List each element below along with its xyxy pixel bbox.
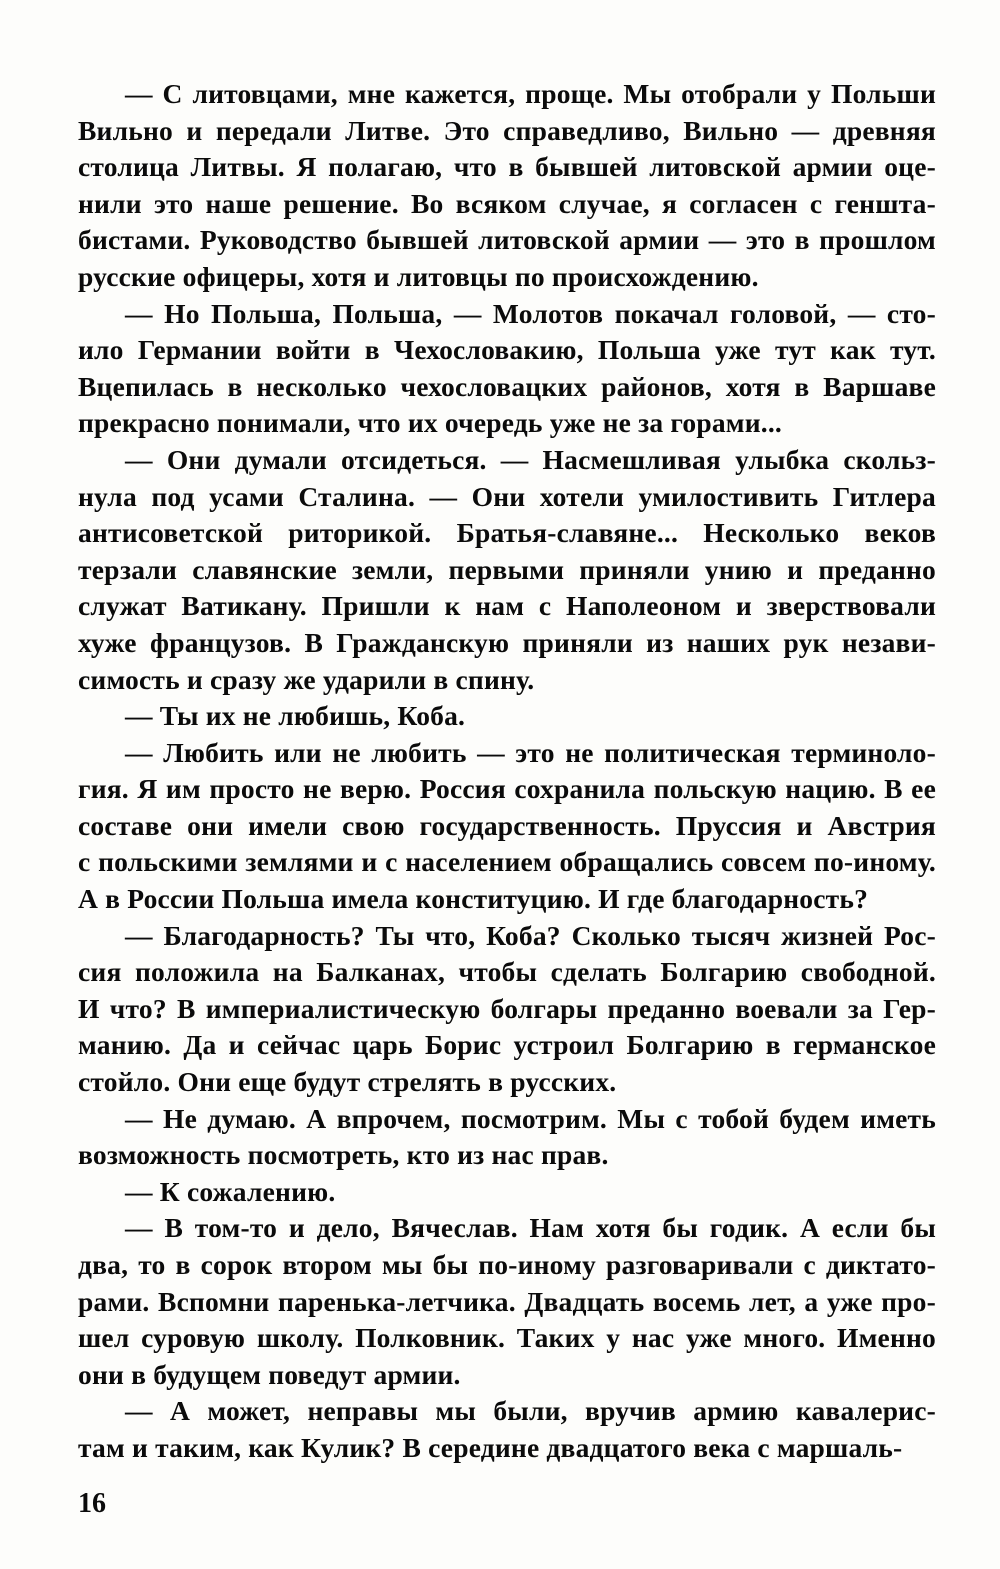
paragraph — [78, 1393, 936, 1466]
text-line: нили это наше решение. Во всяком случае, я согласен с геншта- — [78, 187, 936, 219]
text-line: И что? В империалистическую болгары преданно воевали за Гер- — [78, 992, 936, 1024]
text-line: стойло. Они еще будут стрелять в русских. — [78, 1066, 617, 1098]
text-line: возможность посмотреть, кто из нас прав. — [78, 1139, 609, 1171]
text-line: — Ты их не любишь, Коба. — [125, 700, 466, 732]
text-line: столица Литвы. Я полагаю, что в бывшей литовской армии оце- — [78, 151, 936, 183]
text-line: бистами. Руководство бывшей литовской армии — это в прошлом — [78, 224, 936, 256]
text-line: рами. Вспомни паренька-летчика. Двадцать восемь лет, а уже про- — [78, 1285, 936, 1317]
text-line: хуже французов. В Гражданскую приняли из наших рук незави- — [78, 626, 936, 658]
text-line: — Они думали отсидеться. — Насмешливая улыбка скольз- — [125, 443, 936, 475]
text-line: — Но Польша, Польша, — Молотов покачал головой, — сто- — [125, 297, 936, 329]
text-line: служат Ватикану. Пришли к нам с Наполеоном и зверствовали — [78, 590, 936, 622]
text-line: там и таким, как Кулик? В середине двадцатого века с маршаль- — [78, 1431, 903, 1463]
paragraph — [78, 698, 936, 735]
text-line: гия. Я им просто не верю. Россия сохранила польскую нацию. В ее — [78, 773, 936, 805]
paragraph — [78, 918, 936, 1101]
text-line: ило Германии войти в Чехословакию, Польша уже тут как тут. — [78, 334, 936, 366]
paragraph — [78, 296, 936, 442]
page-number: 16 — [78, 1488, 106, 1519]
text-line: А в России Польша имела конституцию. И где благодарность? — [78, 883, 869, 915]
text-line: Вцепилась в несколько чехословацких районов, хотя в Варшаве — [78, 370, 936, 402]
text-line: — С литовцами, мне кажется, проще. Мы отобрали у Польши — [125, 78, 936, 109]
text-line: антисоветской риторикой. Братья-славяне... Несколько веков — [78, 517, 936, 549]
text-line: — Любить или не любить — это не политическая терминоло- — [125, 736, 936, 768]
text-line: сия положила на Балканах, чтобы сделать Болгарию свободной. — [78, 956, 936, 988]
text-block — [78, 76, 936, 1467]
text-line: шел суровую школу. Полковник. Таких у нас уже много. Именно — [78, 1322, 936, 1354]
paragraph — [78, 1101, 936, 1174]
text-line: — В том-то и дело, Вячеслав. Нам хотя бы годик. А если бы — [125, 1212, 936, 1244]
text-line: — К сожалению. — [125, 1175, 336, 1207]
text-line: — Благодарность? Ты что, Коба? Сколько тысяч жизней Рос- — [125, 919, 936, 951]
paragraph — [78, 1174, 936, 1211]
paragraph — [78, 76, 936, 296]
text-line: симость и сразу же ударили в спину. — [78, 663, 535, 695]
text-line: прекрасно понимали, что их очередь уже не за горами... — [78, 407, 782, 439]
text-line: манию. Да и сейчас царь Борис устроил Болгарию в германское — [78, 1029, 936, 1061]
text-line: с польскими землями и с населением обращались совсем по-иному. — [78, 846, 936, 878]
text-line: — А может, неправы мы были, вручив армию кавалерис- — [125, 1395, 936, 1427]
text-line: нула под усами Сталина. — Они хотели умилостивить Гитлера — [78, 480, 936, 512]
text-line: составе они имели свою государственность. Пруссия и Австрия — [78, 809, 936, 841]
text-line: — Не думаю. А впрочем, посмотрим. Мы с тобой будем иметь — [125, 1102, 936, 1134]
text-line: два, то в сорок втором мы бы по-иному разговаривали с диктато- — [78, 1249, 936, 1280]
paragraph — [78, 442, 936, 698]
text-line: они в будущем поведут армии. — [78, 1358, 461, 1390]
paragraph — [78, 1210, 936, 1393]
text-line: терзали славянские земли, первыми приняли унию и преданно — [78, 553, 936, 585]
text-line: Вильно и передали Литве. Это справедливо, Вильно — древняя — [78, 114, 936, 146]
paragraph — [78, 735, 936, 918]
text-line: русские офицеры, хотя и литовцы по происхождению. — [78, 260, 759, 292]
